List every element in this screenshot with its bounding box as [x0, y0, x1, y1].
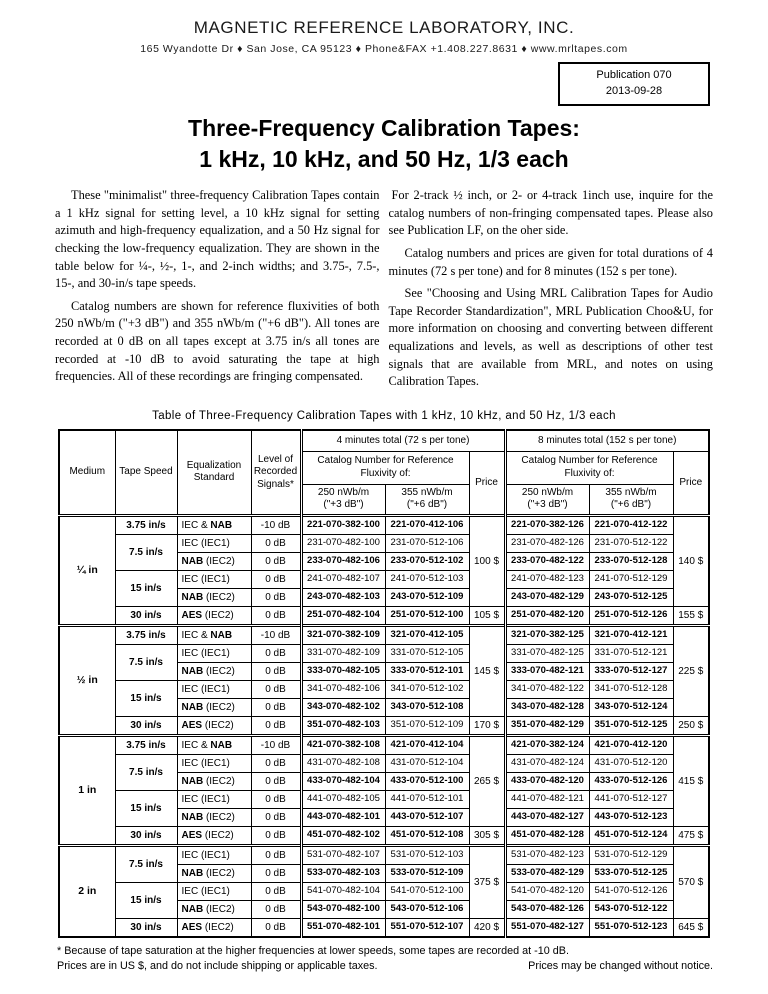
catalog-cell: 551-070-482-127: [505, 918, 589, 937]
equalization-cell: NAB (IEC2): [177, 772, 251, 790]
change-note: Prices may be changed without notice.: [528, 959, 713, 972]
catalog-cell: 451-070-482-128: [505, 826, 589, 845]
price-cell: 100 $: [469, 515, 505, 606]
intro-paragraph: See "Choosing and Using MRL Calibration Tapes for Audio Tape Recorder Standardization", MRL Publication Choo&U, for more information on choosing and converting between different equalizations and levels, as well as descriptions of other test signals that are available from MRL, and notes on using Calibration Tapes.: [388, 286, 713, 389]
catalog-cell: 333-070-482-121: [505, 662, 589, 680]
table-row: [59, 625, 709, 644]
level-cell: -10 dB: [251, 625, 301, 644]
catalog-cell: 331-070-512-105: [385, 644, 469, 662]
catalog-cell: 433-070-482-104: [301, 772, 385, 790]
catalog-cell: 433-070-512-126: [589, 772, 673, 790]
publication-date: 2013-09-28: [605, 84, 663, 97]
col-header-medium: Medium: [59, 430, 115, 516]
catalog-cell: 531-070-482-107: [301, 845, 385, 864]
price-cell: 375 $: [469, 845, 505, 918]
price-cell: 225 $: [673, 625, 709, 716]
catalog-cell: 341-070-482-122: [505, 680, 589, 698]
catalog-cell: 343-070-482-128: [505, 698, 589, 716]
speed-cell: 15 in/s: [115, 680, 177, 716]
equalization-cell: AES (IEC2): [177, 918, 251, 937]
catalog-cell: 431-070-512-104: [385, 754, 469, 772]
equalization-cell: NAB (IEC2): [177, 588, 251, 606]
equalization-cell: NAB (IEC2): [177, 864, 251, 882]
equalization-cell: IEC (IEC1): [177, 570, 251, 588]
catalog-cell: 241-070-482-123: [505, 570, 589, 588]
catalog-cell: 531-070-482-123: [505, 845, 589, 864]
publication-box: [558, 62, 710, 106]
catalog-cell: 443-070-482-101: [301, 808, 385, 826]
level-cell: 0 dB: [251, 606, 301, 625]
level-cell: 0 dB: [251, 754, 301, 772]
catalog-cell: 441-070-482-121: [505, 790, 589, 808]
publication-number: Publication 070: [596, 69, 672, 81]
catalog-cell: 231-070-482-126: [505, 534, 589, 552]
catalog-cell: 233-070-482-106: [301, 552, 385, 570]
level-cell: 0 dB: [251, 790, 301, 808]
intro-left-column: [55, 187, 380, 396]
equalization-cell: IEC (IEC1): [177, 534, 251, 552]
catalog-cell: 541-070-482-104: [301, 882, 385, 900]
catalog-cell: 343-070-512-108: [385, 698, 469, 716]
page-title-line1: Three-Frequency Calibration Tapes:: [188, 115, 580, 141]
catalog-cell: 531-070-512-103: [385, 845, 469, 864]
price-cell: 250 $: [673, 716, 709, 735]
col-header-tape-speed: Tape Speed: [115, 430, 177, 516]
level-cell: 0 dB: [251, 772, 301, 790]
level-cell: 0 dB: [251, 808, 301, 826]
level-cell: 0 dB: [251, 662, 301, 680]
speed-cell: 3.75 in/s: [115, 735, 177, 754]
table-row: [59, 845, 709, 864]
price-notes: [57, 960, 713, 972]
page-title: [0, 113, 768, 175]
flux-header-355-4min: 355 nWb/m ("+6 dB"): [385, 484, 469, 515]
catalog-cell: 543-070-482-100: [301, 900, 385, 918]
speed-cell: 7.5 in/s: [115, 534, 177, 570]
medium-cell: 2 in: [59, 845, 115, 937]
medium-cell: ½ in: [59, 625, 115, 735]
catalog-cell: 243-070-512-109: [385, 588, 469, 606]
catalog-cell: 241-070-482-107: [301, 570, 385, 588]
price-cell: 415 $: [673, 735, 709, 826]
page-title-line2: 1 kHz, 10 kHz, and 50 Hz, 1/3 each: [199, 146, 569, 173]
level-cell: -10 dB: [251, 735, 301, 754]
level-cell: 0 dB: [251, 882, 301, 900]
speed-cell: 3.75 in/s: [115, 515, 177, 534]
speed-cell: 7.5 in/s: [115, 644, 177, 680]
catalog-cell: 533-070-512-125: [589, 864, 673, 882]
intro-paragraph: These "minimalist" three-frequency Calibration Tapes contain a 1 kHz signal for setting level, a 10 kHz signal for setting azimuth and high-frequency equalization, and a 50 Hz signal for checking the low-frequency equalization. They are shown in the table below for ¼-, ½-, 1-, and 2-inch widths; and 3.75-, 7.5-, 15-, and 30-in/s tape speeds.: [55, 188, 380, 291]
table-row: [59, 735, 709, 754]
table-header: [59, 430, 709, 516]
catalog-cell: 351-070-482-103: [301, 716, 385, 735]
level-cell: 0 dB: [251, 552, 301, 570]
level-cell: 0 dB: [251, 570, 301, 588]
catalog-cell: 251-070-512-100: [385, 606, 469, 625]
catalog-cell: 251-070-482-120: [505, 606, 589, 625]
equalization-cell: IEC (IEC1): [177, 790, 251, 808]
col-header-level: Level of Recorded Signals*: [251, 430, 301, 516]
catalog-cell: 443-070-512-123: [589, 808, 673, 826]
equalization-cell: IEC (IEC1): [177, 882, 251, 900]
catalog-cell: 221-070-412-122: [589, 515, 673, 534]
price-cell: 170 $: [469, 716, 505, 735]
catalog-cell: 441-070-482-105: [301, 790, 385, 808]
speed-cell: 7.5 in/s: [115, 845, 177, 882]
table-row: [59, 680, 709, 698]
catalog-cell: 443-070-512-107: [385, 808, 469, 826]
table-row: [59, 570, 709, 588]
table-row: [59, 534, 709, 552]
equalization-cell: AES (IEC2): [177, 826, 251, 845]
catalog-cell: 331-070-482-125: [505, 644, 589, 662]
catalog-cell: 321-070-412-105: [385, 625, 469, 644]
level-cell: 0 dB: [251, 534, 301, 552]
equalization-cell: IEC (IEC1): [177, 845, 251, 864]
equalization-cell: IEC & NAB: [177, 735, 251, 754]
level-cell: 0 dB: [251, 680, 301, 698]
speed-cell: 30 in/s: [115, 716, 177, 735]
catalog-cell: 431-070-482-124: [505, 754, 589, 772]
speed-cell: 30 in/s: [115, 826, 177, 845]
catalog-cell: 331-070-482-109: [301, 644, 385, 662]
catalog-cell: 451-070-512-108: [385, 826, 469, 845]
catalog-cell: 451-070-482-102: [301, 826, 385, 845]
catalog-cell: 343-070-512-124: [589, 698, 673, 716]
price-cell: 475 $: [673, 826, 709, 845]
speed-cell: 15 in/s: [115, 570, 177, 606]
speed-cell: 30 in/s: [115, 606, 177, 625]
equalization-cell: IEC & NAB: [177, 625, 251, 644]
equalization-cell: AES (IEC2): [177, 716, 251, 735]
catalog-cell: 241-070-512-103: [385, 570, 469, 588]
speed-cell: 15 in/s: [115, 790, 177, 826]
catalog-cell: 421-070-382-124: [505, 735, 589, 754]
catalog-header-4min: Catalog Number for Reference Fluxivity of:: [301, 451, 469, 484]
price-cell: 570 $: [673, 845, 709, 918]
catalog-cell: 341-070-512-102: [385, 680, 469, 698]
catalog-cell: 243-070-482-103: [301, 588, 385, 606]
speed-cell: 15 in/s: [115, 882, 177, 918]
group-header-4min: 4 minutes total (72 s per tone): [301, 430, 505, 452]
company-address: 165 Wyandotte Dr ♦ San Jose, CA 95123 ♦ Phone&FAX +1.408.227.8631 ♦ www.mrltapes.com: [140, 43, 628, 55]
letterhead: [0, 0, 768, 55]
prices-note: Prices are in US $, and do not include shipping or applicable taxes.: [57, 959, 378, 972]
catalog-cell: 543-070-512-106: [385, 900, 469, 918]
catalog-cell: 233-070-512-102: [385, 552, 469, 570]
price-cell: 420 $: [469, 918, 505, 937]
intro-right-column: [389, 187, 714, 396]
level-cell: 0 dB: [251, 900, 301, 918]
catalog-cell: 243-070-512-125: [589, 588, 673, 606]
level-cell: 0 dB: [251, 644, 301, 662]
catalog-cell: 533-070-512-109: [385, 864, 469, 882]
flux-header-355-8min: 355 nWb/m ("+6 dB"): [589, 484, 673, 515]
catalog-cell: 441-070-512-101: [385, 790, 469, 808]
table-body: [59, 515, 709, 937]
medium-cell: 1 in: [59, 735, 115, 845]
price-cell: 305 $: [469, 826, 505, 845]
level-cell: 0 dB: [251, 826, 301, 845]
catalog-cell: 433-070-512-100: [385, 772, 469, 790]
catalog-cell: 231-070-512-106: [385, 534, 469, 552]
table-row: [59, 882, 709, 900]
price-cell: 155 $: [673, 606, 709, 625]
catalog-cell: 351-070-512-125: [589, 716, 673, 735]
catalog-cell: 331-070-512-121: [589, 644, 673, 662]
intro-columns: [55, 187, 713, 396]
catalog-cell: 551-070-482-101: [301, 918, 385, 937]
price-cell: 145 $: [469, 625, 505, 716]
catalog-cell: 321-070-412-121: [589, 625, 673, 644]
catalog-cell: 431-070-482-108: [301, 754, 385, 772]
catalog-cell: 333-070-512-127: [589, 662, 673, 680]
flux-header-250-8min: 250 nWb/m ("+3 dB"): [505, 484, 589, 515]
price-header-4min: Price: [469, 451, 505, 515]
catalog-cell: 551-070-512-107: [385, 918, 469, 937]
catalog-cell: 421-070-412-120: [589, 735, 673, 754]
catalog-cell: 421-070-382-108: [301, 735, 385, 754]
catalog-cell: 441-070-512-127: [589, 790, 673, 808]
footnote: * Because of tape saturation at the higher frequencies at lower speeds, some tapes are recorded at -10 dB.: [57, 944, 569, 957]
intro-paragraph: Catalog numbers and prices are given for total durations of 4 minutes (72 s per tone) and for 8 minutes (152 s per tone).: [388, 245, 713, 278]
catalog-cell: 231-070-482-100: [301, 534, 385, 552]
price-cell: 105 $: [469, 606, 505, 625]
equalization-cell: IEC & NAB: [177, 515, 251, 534]
table-row: [59, 716, 709, 735]
catalog-cell: 421-070-412-104: [385, 735, 469, 754]
equalization-cell: IEC (IEC1): [177, 680, 251, 698]
catalog-cell: 321-070-382-125: [505, 625, 589, 644]
catalog-cell: 341-070-512-128: [589, 680, 673, 698]
catalog-cell: 543-070-512-122: [589, 900, 673, 918]
group-header-8min: 8 minutes total (152 s per tone): [505, 430, 709, 452]
catalog-cell: 431-070-512-120: [589, 754, 673, 772]
catalog-cell: 541-070-512-100: [385, 882, 469, 900]
level-cell: 0 dB: [251, 716, 301, 735]
catalog-header-8min: Catalog Number for Reference Fluxivity of:: [505, 451, 673, 484]
catalog-cell: 341-070-482-106: [301, 680, 385, 698]
catalog-cell: 351-070-512-109: [385, 716, 469, 735]
catalog-cell: 233-070-512-128: [589, 552, 673, 570]
catalog-cell: 433-070-482-120: [505, 772, 589, 790]
catalog-cell: 533-070-482-129: [505, 864, 589, 882]
speed-cell: 3.75 in/s: [115, 625, 177, 644]
table-row: [59, 918, 709, 937]
catalog-cell: 541-070-512-126: [589, 882, 673, 900]
equalization-cell: NAB (IEC2): [177, 900, 251, 918]
intro-paragraph: For 2-track ½ inch, or 2- or 4-track 1inch use, inquire for the catalog numbers of non-fringing compensated tapes. Please also see Publication LF, on the oher side.: [388, 188, 713, 238]
table-row: [59, 606, 709, 625]
flux-header-250-4min: 250 nWb/m ("+3 dB"): [301, 484, 385, 515]
catalog-cell: 251-070-512-126: [589, 606, 673, 625]
catalog-cell: 351-070-482-129: [505, 716, 589, 735]
catalog-cell: 343-070-482-102: [301, 698, 385, 716]
equalization-cell: NAB (IEC2): [177, 698, 251, 716]
catalog-cell: 533-070-482-103: [301, 864, 385, 882]
catalog-cell: 221-070-412-106: [385, 515, 469, 534]
table-row: [59, 826, 709, 845]
catalog-cell: 443-070-482-127: [505, 808, 589, 826]
equalization-cell: NAB (IEC2): [177, 552, 251, 570]
catalog-cell: 451-070-512-124: [589, 826, 673, 845]
equalization-cell: IEC (IEC1): [177, 644, 251, 662]
catalog-cell: 233-070-482-122: [505, 552, 589, 570]
table-row: [59, 754, 709, 772]
table-row: [59, 515, 709, 534]
catalog-cell: 241-070-512-129: [589, 570, 673, 588]
catalog-cell: 251-070-482-104: [301, 606, 385, 625]
catalog-cell: 243-070-482-129: [505, 588, 589, 606]
catalog-cell: 321-070-382-109: [301, 625, 385, 644]
table-caption: Table of Three-Frequency Calibration Tapes with 1 kHz, 10 kHz, and 50 Hz, 1/3 each: [152, 409, 616, 422]
equalization-cell: NAB (IEC2): [177, 662, 251, 680]
level-cell: 0 dB: [251, 918, 301, 937]
table-row: [59, 644, 709, 662]
level-cell: 0 dB: [251, 845, 301, 864]
catalog-cell: 531-070-512-129: [589, 845, 673, 864]
equalization-cell: IEC (IEC1): [177, 754, 251, 772]
table-row: [59, 790, 709, 808]
catalog-cell: 221-070-382-126: [505, 515, 589, 534]
level-cell: 0 dB: [251, 698, 301, 716]
catalog-cell: 333-070-482-105: [301, 662, 385, 680]
intro-paragraph: Catalog numbers are shown for reference fluxivities of both 250 nWb/m ("+3 dB") and 355 nWb/m ("+6 dB"). All tones are recorded at 0 dB on all tapes except at 3.75 in/s all tones are recorded at -10 dB to avoid saturating the tape at high frequencies. All of these recordings are fringing compensated.: [55, 298, 380, 384]
catalog-cell: 333-070-512-101: [385, 662, 469, 680]
catalog-cell: 541-070-482-120: [505, 882, 589, 900]
price-cell: 645 $: [673, 918, 709, 937]
medium-cell: ¼ in: [59, 515, 115, 625]
speed-cell: 7.5 in/s: [115, 754, 177, 790]
equalization-cell: NAB (IEC2): [177, 808, 251, 826]
catalog-cell: 543-070-482-126: [505, 900, 589, 918]
price-header-8min: Price: [673, 451, 709, 515]
level-cell: -10 dB: [251, 515, 301, 534]
equalization-cell: AES (IEC2): [177, 606, 251, 625]
price-cell: 265 $: [469, 735, 505, 826]
calibration-table: [58, 429, 710, 938]
level-cell: 0 dB: [251, 588, 301, 606]
speed-cell: 30 in/s: [115, 918, 177, 937]
catalog-cell: 221-070-382-100: [301, 515, 385, 534]
catalog-cell: 551-070-512-123: [589, 918, 673, 937]
level-cell: 0 dB: [251, 864, 301, 882]
col-header-equalization: Equalization Standard: [177, 430, 251, 516]
catalog-cell: 231-070-512-122: [589, 534, 673, 552]
company-name: MAGNETIC REFERENCE LABORATORY, INC.: [193, 18, 575, 37]
price-cell: 140 $: [673, 515, 709, 606]
